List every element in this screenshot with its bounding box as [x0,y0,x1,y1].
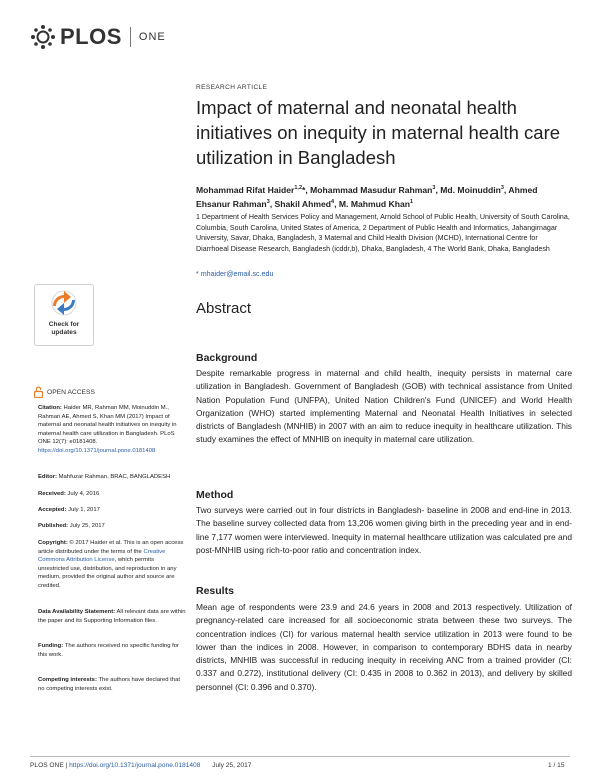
article-title: Impact of maternal and neonatal health initiatives on inequity in maternal health care utilization in Bangladesh [196,97,561,168]
author-list: Mohammad Rifat Haider$^{1,2}$*, Mohammad Masudur Rahman$^3$, Md. Moinuddin$^3$, Ahmed Ehsanur Rahman$^3$, Shakil Ahmed$^4$, M. Mahmud Khan$^1$ [196,184,538,209]
citation-doi-link[interactable]: https://doi.org/10.1371/journal.pone.0181408 [38,447,156,454]
article-type: RESEARCH ARTICLE [196,84,268,91]
author-name[interactable]: Mohammad Rifat Haider [196,184,295,195]
check-updates-label-1: Check for [48,321,80,328]
copyright-block: Copyright: © 2017 Haider et al. This is an open access article distributed under the terms of the Creative Commons Attribution License, which permits unrestricted use, distribution, and reproduction in any medium, provided the original author and source are credited. [38,540,184,589]
footer-date: July 25, 2017 [212,762,252,769]
background-paragraph: Despite remarkable progress in maternal and child health, inequity persists in maternal care utilization in Bangladesh. Government of Bangladesh (GOB) with technical assistance from United Nation Population Fund (UNFPA), United Nation Children's Fund (UNICEF) and World Health Organization (WHO) started implementing Maternal and Neonatal Health Initiatives in selected districts of Bangladesh (MNHIB) in 2007 with an aim to reduce inequity in healthcare utilization. This study examines the effect of MNHIB on inequity in maternal care utilization. [196,368,572,445]
check-for-updates-button[interactable] [34,284,94,346]
results-heading: Results [196,585,234,597]
citation-block [38,404,186,456]
footer-doi-link[interactable]: https://doi.org/10.1371/journal.pone.0181408 [69,762,201,769]
affiliations: 1 Department of Health Services Policy and Management, Arnold School of Public Health, University of South Carolina, Columbia, South Carolina, United States of America, 2 Department of Public Health and Informatics, Jahangirnagar University, Savar, Dhaka, Bangladesh, 3 Maternal and Child Health Division (MCHD), International Centre for Diarrhoeal Disease Research, Bangladesh (icddr,b), Dhaka, Bangladesh, 4 The World Bank, Dhaka, Bangladesh [196,213,570,253]
page-footer: PLOS ONE | https://doi.org/10.1371/journal.pone.0181408 July 25, 2017 [30,762,252,769]
published-block: Published: July 25, 2017 [38,523,105,529]
page-number: 1 / 15 [548,762,565,769]
funding-block: Funding: The authors received no specific funding for this work. [38,643,180,658]
competing-interests-block: Competing interests: The authors have declared that no competing interests exist. [38,677,180,692]
accepted-block: Accepted: July 1, 2017 [38,507,100,513]
method-paragraph: Two surveys were carried out in four districts in Bangladesh- baseline in 2008 and end-line in 2013. The baseline survey collected data from 13,206 women giving birth in the preceding year and in end-line 7,177 women were interviewed. Inequity in maternal healthcare utilization was calculated pre and post-MNHIB using rich-to-poor ratio and concentration index. [196,505,572,555]
editor-block: Editor: Mahfuzar Rahman, BRAC, BANGLADESH [38,474,171,480]
license-link[interactable]: Creative Commons Attribution License [38,548,166,564]
plos-wordmark: PLOS [60,24,122,49]
open-lock-icon [34,386,43,398]
footer-journal: PLOS ONE [30,762,64,769]
data-availability-block: Data Availability Statement: All relevant data are within the paper and its Supporting Information files. [38,609,186,624]
open-access-badge [34,386,95,398]
check-updates-icon [50,289,78,317]
corresponding-email-link[interactable]: * mhaider@email.sc.edu [196,270,274,278]
citation-label: Citation: [38,405,62,411]
background-heading: Background [196,352,258,364]
abstract-heading: Abstract [196,300,252,317]
plos-sun-icon [30,24,56,50]
open-access-label: OPEN ACCESS [47,388,95,396]
received-block: Received: July 4, 2016 [38,491,100,497]
journal-name: ONE [138,31,166,43]
method-heading: Method [196,489,234,501]
plos-logo[interactable] [30,22,166,52]
logo-divider [130,27,131,47]
results-paragraph: Mean age of respondents were 23.9 and 24.6 years in 2008 and 2013 respectively. Utilization of pregnancy-related care increased for all socioeconomic strata between these two surveys. The concentration indices (CI) for various maternal health service utilization in 2013 were found to be lower than the indices in 2008. However, in comparison to contemporary BDHS data in nearby districts, MNHIB was successful in reducing inequity in receiving ANC from a trained provider (CI: 0.337 and 0.272), institutional delivery (CI: 0.435 in 2008 to 0.362 in 2013), and delivery by skilled personnel (CI: 0.396 and 0.370). [196,602,572,692]
footer-divider [30,756,570,757]
citation-text: Haider MR, Rahman MM, Moinuddin M., Rahman AE, Ahmed S, Khan MM (2017) Impact of maternal and neonatal health initiatives on inequity in maternal health care utilization in Bangladesh. PLoS ONE 12(7): e0181408. [38,405,177,446]
check-updates-label-2: updates [51,329,77,336]
